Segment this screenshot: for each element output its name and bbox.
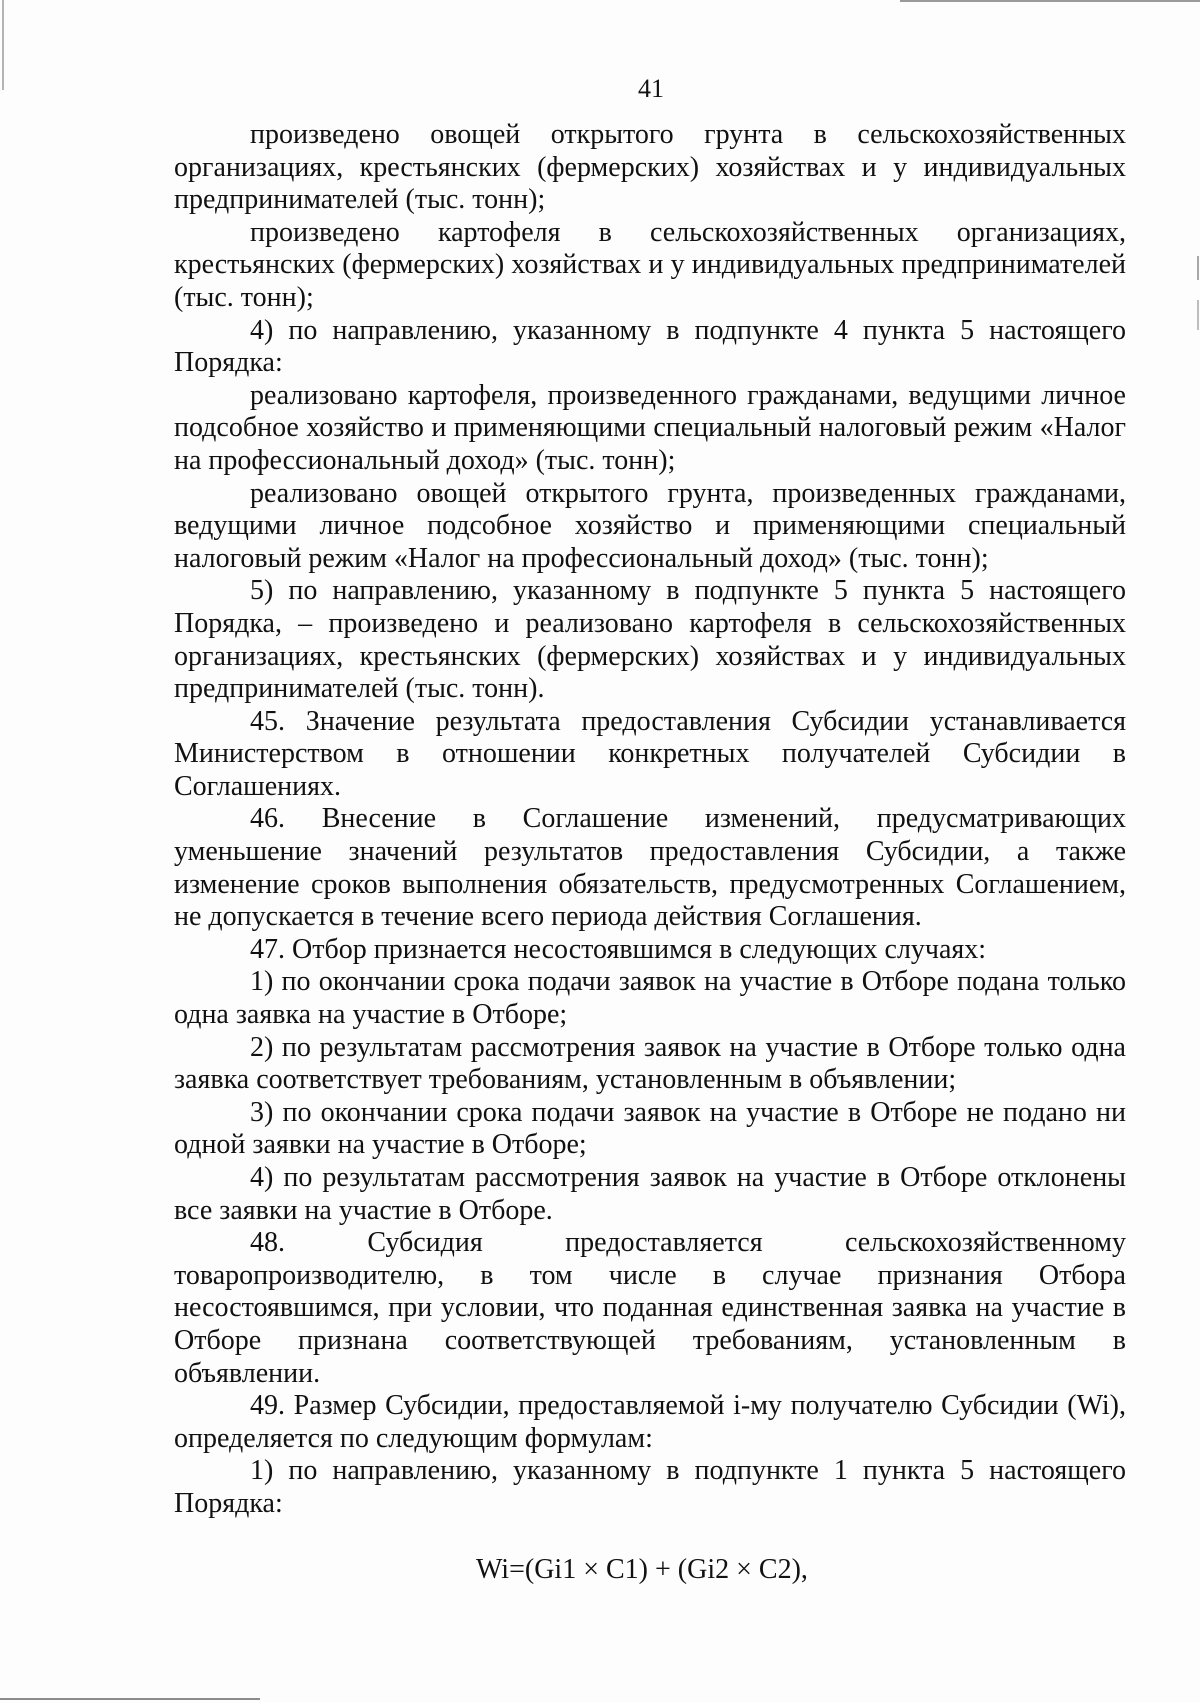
- paragraph: реализовано овощей открытого грунта, произведенных гражданами, ведущими личное подсобное хозяйство и применяющими специальный налоговый режим «Налог на профессиональный доход» (тыс. тонн);: [174, 477, 1126, 574]
- paragraph: 48. Субсидия предоставляется сельскохозяйственному товаропроизводителю, в том числе в случае признания Отбора несостоявшимся, при условии, что поданная единственная заявка на участие в Отборе признана соответствующей требованиям, установленным в объявлении.: [174, 1227, 1126, 1389]
- paragraph: 1) по направлению, указанному в подпункте 1 пункта 5 настоящего Порядка:: [174, 1455, 1126, 1519]
- paragraph: 49. Размер Субсидии, предоставляемой i-му получателю Субсидии (Wi), определяется по следующим формулам:: [174, 1390, 1126, 1454]
- paragraph: 1) по окончании срока подачи заявок на участие в Отборе подана только одна заявка на участие в Отборе;: [174, 966, 1126, 1031]
- paragraph: 4) по результатам рассмотрения заявок на участие в Отборе отклонены все заявки на участие в Отборе.: [174, 1162, 1126, 1226]
- formula: Wi=(Gi1 × C1) + (Gi2 × C2),: [476, 1554, 808, 1585]
- paragraph: 45. Значение результата предоставления Субсидии устанавливается Министерством в отношении конкретных получателей Субсидии в Соглашениях.: [174, 705, 1126, 802]
- scan-artifact-mark: [1197, 300, 1199, 330]
- paragraph: 5) по направлению, указанному в подпункте 5 пункта 5 настоящего Порядка, – произведено и реализовано картофеля в сельскохозяйственных организациях, крестьянских (фермерских) хозяйствах и у индивидуальных предпринимателей (тыс. тонн).: [174, 575, 1126, 705]
- paragraph: произведено картофеля в сельскохозяйственных организациях, крестьянских (фермерских) хозяйствах и у индивидуальных предпринимателей (тыс. тонн);: [174, 216, 1126, 313]
- paragraph: 3) по окончании срока подачи заявок на участие в Отборе не подано ни одной заявки на участие в Отборе;: [174, 1096, 1126, 1161]
- scan-artifact-line: [0, 1698, 260, 1700]
- paragraph: произведено овощей открытого грунта в сельскохозяйственных организациях, крестьянских (фермерских) хозяйствах и у индивидуальных предпринимателей (тыс. тонн);: [174, 119, 1126, 216]
- scan-artifact-line: [900, 0, 1200, 2]
- paragraph: 47. Отбор признается несостоявшимся в следующих случаях:: [250, 933, 987, 965]
- paragraph: 2) по результатам рассмотрения заявок на участие в Отборе только одна заявка соответствует требованиям, установленным в объявлении;: [174, 1031, 1126, 1096]
- paragraph: 46. Внесение в Соглашение изменений, предусматривающих уменьшение значений результатов предоставления Субсидии, а также изменение сроков выполнения обязательств, предусмотренных Соглашением, не допускается в течение всего периода действия Соглашения.: [174, 803, 1126, 933]
- document-body: [174, 119, 1126, 1521]
- paragraph: реализовано картофеля, произведенного гражданами, ведущими личное подсобное хозяйство и применяющими специальный налоговый режим «Налог на профессиональный доход» (тыс. тонн);: [174, 379, 1126, 476]
- paragraph: 4) по направлению, указанному в подпункте 4 пункта 5 настоящего Порядка:: [174, 314, 1126, 379]
- scan-artifact-line: [2, 0, 4, 90]
- page-number: 41: [638, 74, 664, 103]
- scan-artifact-mark: [1197, 256, 1199, 280]
